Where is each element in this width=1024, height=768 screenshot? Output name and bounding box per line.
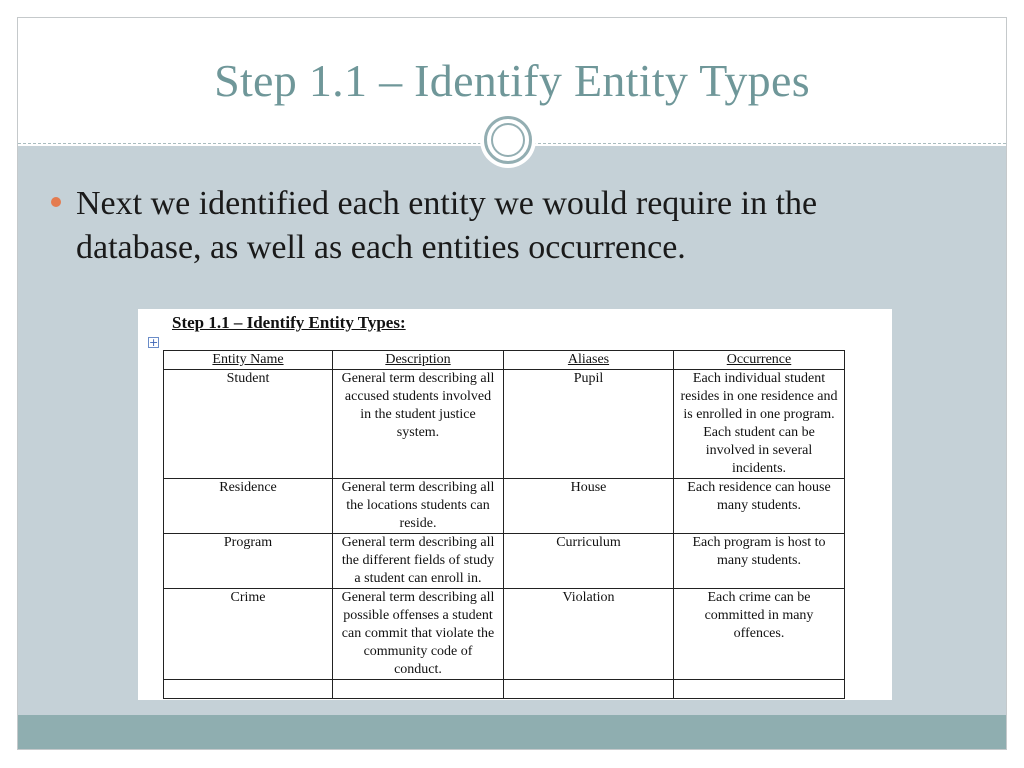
cell-empty (674, 680, 845, 699)
cell-occurrence: Each crime can be committed in many offences. (674, 589, 845, 680)
table-row-cutoff (164, 680, 845, 699)
header-entity-name: Entity Name (164, 351, 333, 370)
cell-occurrence: Each program is host to many students. (674, 534, 845, 589)
document-screenshot (138, 309, 892, 700)
slide-frame (17, 17, 1007, 750)
cell-aliases: Pupil (504, 370, 674, 479)
cell-description: General term describing all accused students involved in the student justice system. (333, 370, 504, 479)
table-row (164, 370, 845, 479)
entity-table (163, 350, 845, 699)
cell-occurrence: Each individual student resides in one residence and is enrolled in one program. Each student can be involved in several incidents. (674, 370, 845, 479)
cell-empty (164, 680, 333, 699)
divider-ring-icon (484, 116, 532, 164)
slide-title: Step 1.1 – Identify Entity Types (214, 55, 810, 106)
divider-ring-inner (491, 123, 525, 157)
cell-occurrence: Each residence can house many students. (674, 479, 845, 534)
header-occurrence: Occurrence (674, 351, 845, 370)
cell-empty (504, 680, 674, 699)
table-row (164, 589, 845, 680)
table-header-row (164, 351, 845, 370)
cell-description: General term describing all the locations students can reside. (333, 479, 504, 534)
cell-description: General term describing all the different fields of study a student can enroll in. (333, 534, 504, 589)
cell-entity-name: Student (164, 370, 333, 479)
cell-description: General term describing all possible offenses a student can commit that violate the community code of conduct. (333, 589, 504, 680)
header-aliases: Aliases (504, 351, 674, 370)
table-row (164, 479, 845, 534)
table-expand-icon: + (149, 336, 159, 349)
cell-entity-name: Program (164, 534, 333, 589)
cell-aliases: Violation (504, 589, 674, 680)
cell-aliases: Curriculum (504, 534, 674, 589)
bottom-bar (18, 715, 1006, 750)
document-heading: Step 1.1 – Identify Entity Types: (172, 313, 406, 332)
table-row (164, 534, 845, 589)
cell-empty (333, 680, 504, 699)
cell-entity-name: Crime (164, 589, 333, 680)
bullet-dot-icon (51, 197, 61, 207)
cell-entity-name: Residence (164, 479, 333, 534)
bullet-text: Next we identified each entity we would require in the database, as well as each entities occurrence. (76, 185, 818, 266)
header-description: Description (333, 351, 504, 370)
cell-aliases: House (504, 479, 674, 534)
